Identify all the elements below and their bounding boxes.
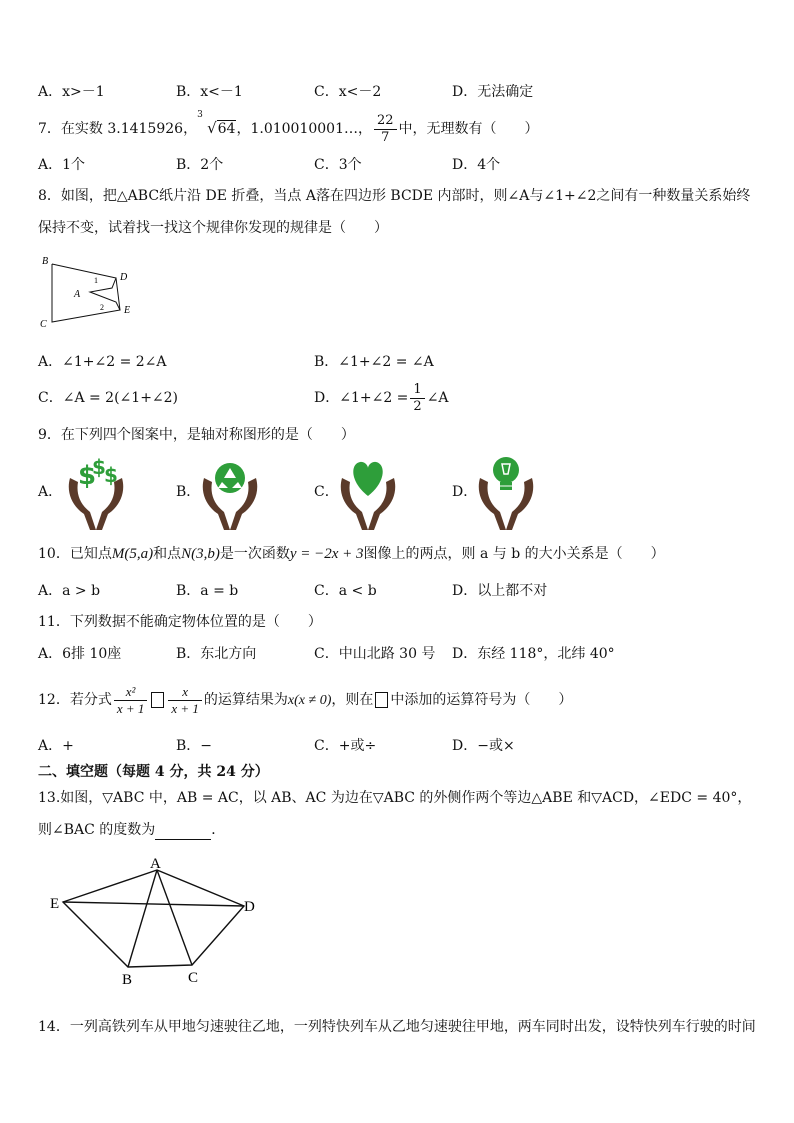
- q13-answer-blank[interactable]: [155, 825, 211, 840]
- q7-option-c: C．3个: [314, 157, 362, 173]
- q10-stem: [38, 544, 764, 564]
- q8-option-d-suffix: ∠A: [426, 390, 449, 406]
- q12-operator-box: [151, 692, 164, 708]
- q12-option-d: D．−或×: [452, 738, 515, 754]
- q8-option-c: C．∠A = 2(∠1+∠2): [38, 390, 179, 406]
- q10-stem-a: 10．已知点: [38, 546, 112, 562]
- q8-option-d-prefix: D．∠1+∠2 =: [314, 390, 409, 406]
- q8-d-den: 2: [413, 398, 422, 414]
- q13-figure: [40, 852, 280, 992]
- q7-root-index: 3: [197, 110, 203, 120]
- q8-label-a: A: [74, 289, 81, 300]
- q6-option-a: A．x>－1: [38, 84, 105, 100]
- q11-option-c: C．中山北路 30 号: [314, 646, 436, 662]
- dollar-hands-icon: [64, 452, 128, 532]
- q8-d-num: 1: [410, 382, 424, 399]
- q10-option-d: D．以上都不对: [452, 583, 548, 599]
- q8-option-d-fraction: [410, 382, 424, 415]
- q8-label-d: D: [120, 272, 128, 283]
- q13-label-a: A: [150, 856, 161, 872]
- q9-option-d: D．: [452, 484, 478, 500]
- q13-label-d: D: [244, 899, 255, 915]
- q12-stem-d: 中添加的运算符号为（ ）: [390, 692, 573, 708]
- q6-option-c: C．x<－2: [314, 84, 382, 100]
- q10-function: y = −2x + 3: [289, 546, 364, 562]
- recycle-hands-icon: [198, 452, 262, 532]
- q13-ab: [128, 870, 157, 967]
- q11-option-a: A．6排 10座: [38, 646, 122, 662]
- q7-stem: [38, 112, 764, 146]
- q13-label-c: C: [188, 970, 199, 986]
- q12-stem-b: 的运算结果为: [203, 692, 288, 708]
- q10-stem-b: 和点: [153, 546, 182, 562]
- q7-stem-c: 中，无理数有（ ）: [398, 121, 539, 137]
- q12-option-a: A．+: [38, 738, 74, 754]
- q10-point-m: M(5,a): [111, 546, 154, 562]
- q8-fold-outline: [52, 264, 120, 322]
- q13-ed: [63, 902, 244, 906]
- q13-label-e: E: [50, 896, 60, 912]
- q12-stem-c: ，则在: [331, 692, 374, 708]
- svg-text:$: $: [78, 461, 97, 491]
- q13-line1: 13.如图，▽ABC 中，AB = AC，以 AB、AC 为边在▽ABC 的外侧作两个等边△ABE 和▽ACD，∠EDC = 40°，: [38, 790, 752, 806]
- q10-point-n: N(3,b): [181, 546, 220, 562]
- q8-option-a: A．∠1+∠2 = 2∠A: [38, 354, 167, 370]
- q10-stem-d: 图像上的两点，则 a 与 b 的大小关系是（ ）: [363, 546, 665, 562]
- heart-hands-icon: [336, 452, 400, 532]
- q13-outer-pentagon: [63, 870, 244, 967]
- q11-option-b: B．东北方向: [176, 646, 257, 662]
- q11-option-d: D．东经 118°，北纬 40°: [452, 646, 615, 662]
- q7-option-a: A．1个: [38, 157, 86, 173]
- q12-option-b: B．−: [176, 738, 213, 754]
- q8-label-1: 1: [94, 276, 98, 285]
- q12-operator-box-ref: [375, 692, 388, 708]
- q8-stem-line2: 保持不变，试着找一找这个规律你发现的规律是（ ）: [38, 220, 388, 236]
- q12-f1-den: x + 1: [116, 700, 145, 716]
- q6-option-b: B．x<－1: [176, 84, 243, 100]
- q13-line2-a: 则∠BAC 的度数为: [38, 822, 156, 838]
- q13-line2: [38, 820, 764, 840]
- q14-line1: 14．一列高铁列车从甲地匀速驶往乙地，一列特快列车从乙地匀速驶往甲地，两车同时出发，设特快列车行驶的时间: [38, 1019, 756, 1035]
- q7-option-b: B．2个: [176, 157, 224, 173]
- q8-label-e: E: [124, 305, 131, 316]
- q7-fraction: [374, 113, 397, 146]
- svg-text:$: $: [92, 455, 106, 479]
- q6-option-d: D．无法确定: [452, 84, 534, 100]
- q10-option-c: C．a < b: [314, 583, 377, 599]
- q8-label-2: 2: [100, 303, 104, 312]
- bulb-hands-icon: [474, 452, 538, 532]
- q8-option-d: [314, 380, 449, 416]
- q13-line2-b: ．: [211, 822, 226, 838]
- q10-stem-c: 是一次函数: [219, 546, 290, 562]
- q9-option-b: B．: [176, 484, 201, 500]
- q7-stem-b: ，1.010010001…，: [236, 121, 372, 137]
- q11-stem: 11．下列数据不能确定物体位置的是（ ）: [38, 614, 322, 630]
- q7-frac-num: 22: [374, 113, 397, 130]
- q10-option-b: B．a = b: [176, 583, 239, 599]
- q12-fraction-1: [114, 684, 148, 717]
- q8-figure: [30, 250, 150, 335]
- q12-stem-a: 12．若分式: [38, 692, 112, 708]
- q7-frac-den: 7: [381, 129, 390, 145]
- q12-f2-den: x + 1: [171, 700, 199, 716]
- q7-stem-a: 7．在实数 3.1415926，: [38, 121, 198, 137]
- q13-ac: [157, 870, 192, 965]
- q9-stem: 9．在下列四个图案中，是轴对称图形的是（ ）: [38, 427, 355, 443]
- q7-cube-root: 3 √64: [197, 110, 236, 137]
- q7-option-d: D．4个: [452, 157, 501, 173]
- q8-option-b: B．∠1+∠2 = ∠A: [314, 354, 434, 370]
- q10-option-a: A．a > b: [38, 583, 101, 599]
- q13-label-b: B: [122, 972, 133, 988]
- q9-option-c: C．: [314, 484, 339, 500]
- q7-radicand: 64: [217, 121, 236, 137]
- q8-label-b: B: [42, 256, 49, 267]
- q8-stem-line1: 8．如图，把△ABC纸片沿 DE 折叠，当点 A落在四边形 BCDE 内部时，则∠A与∠1+∠2之间有一种数量关系始终: [38, 188, 751, 204]
- q12-f1-num: x²: [114, 684, 148, 701]
- q12-option-c: C．+或÷: [314, 738, 377, 754]
- q12-stem: [38, 680, 764, 721]
- q8-label-c: C: [40, 319, 47, 330]
- q9-option-a: A．: [38, 484, 63, 500]
- q12-result: x(x ≠ 0): [287, 693, 332, 708]
- section2-title: 二、填空题（每题 4 分，共 24 分）: [38, 764, 269, 780]
- q12-fraction-2: [168, 684, 202, 717]
- q12-f2-num: x: [168, 684, 202, 701]
- svg-text:$: $: [104, 463, 118, 487]
